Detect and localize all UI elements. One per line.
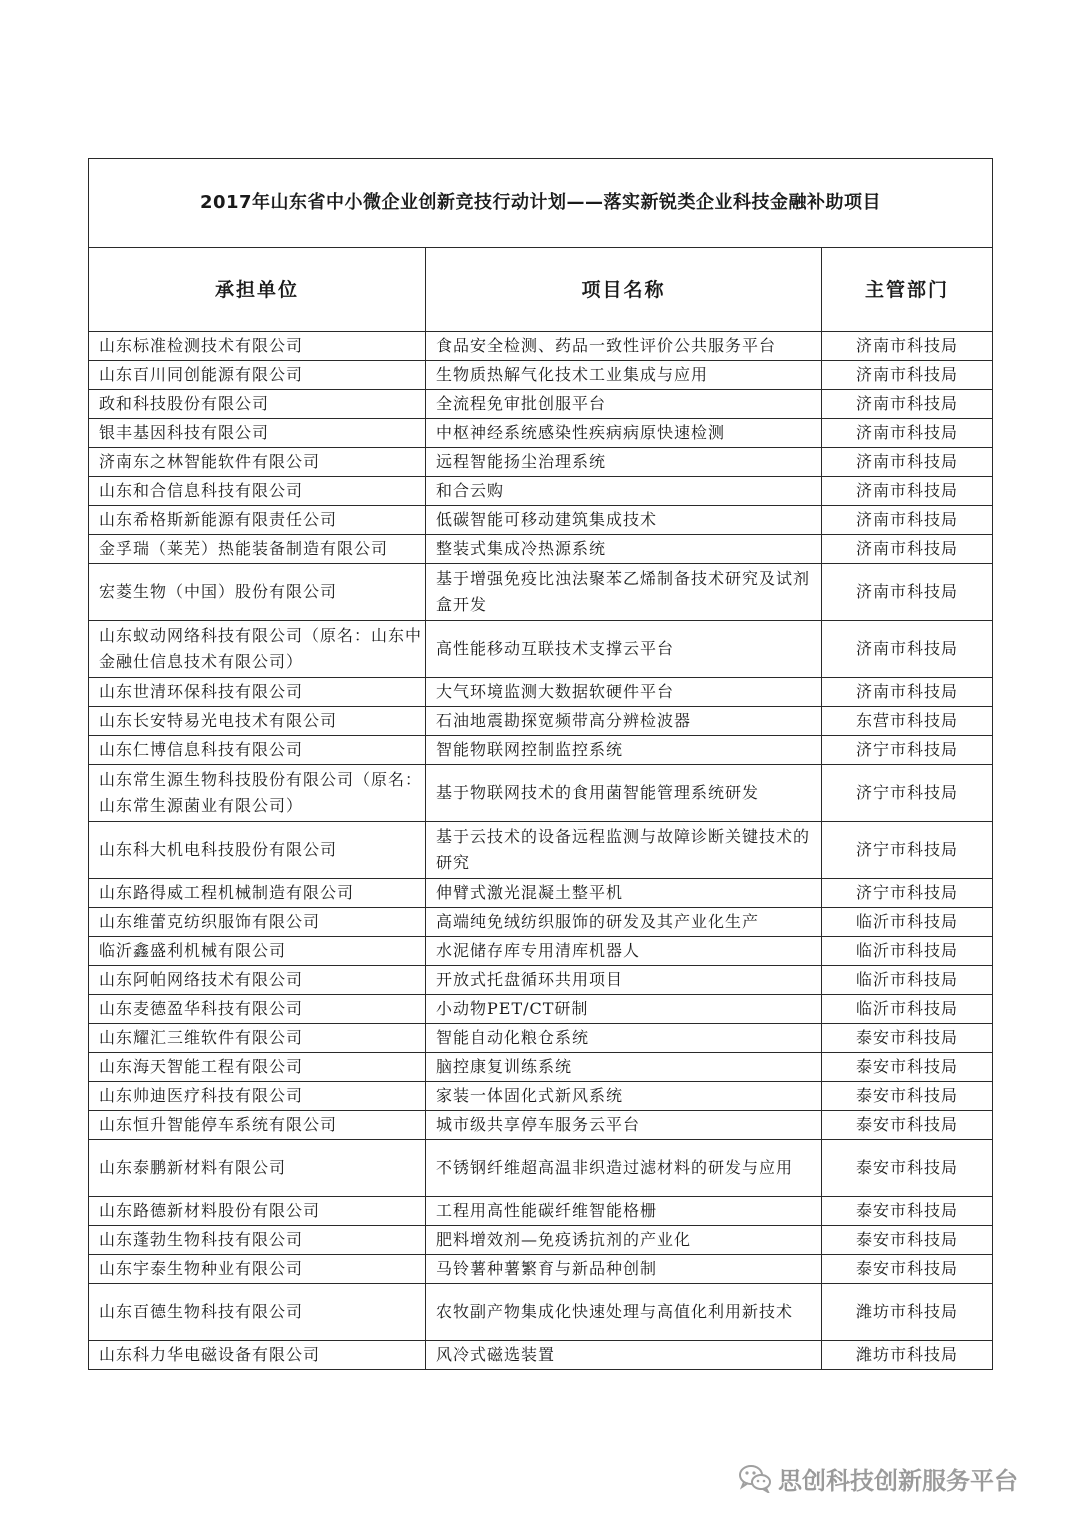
cell-dept: 济南市科技局 — [822, 678, 993, 707]
cell-dept: 潍坊市科技局 — [822, 1284, 993, 1341]
cell-project: 基于增强免疫比浊法聚苯乙烯制备技术研究及试剂盒开发 — [426, 564, 822, 621]
table-row — [89, 1255, 993, 1284]
table-row — [89, 332, 993, 361]
table-row — [89, 908, 993, 937]
table-row — [89, 1341, 993, 1370]
cell-dept: 临沂市科技局 — [822, 995, 993, 1024]
cell-unit: 山东百川同创能源有限公司 — [89, 361, 426, 390]
cell-project: 马铃薯种薯繁育与新品种创制 — [426, 1255, 822, 1284]
cell-project: 低碳智能可移动建筑集成技术 — [426, 506, 822, 535]
table-row — [89, 535, 993, 564]
cell-unit: 银丰基因科技有限公司 — [89, 419, 426, 448]
cell-dept: 济宁市科技局 — [822, 736, 993, 765]
cell-project: 中枢神经系统感染性疾病病原快速检测 — [426, 419, 822, 448]
watermark — [738, 1460, 1018, 1496]
cell-dept: 济南市科技局 — [822, 477, 993, 506]
cell-project: 不锈钢纤维超高温非织造过滤材料的研发与应用 — [426, 1140, 822, 1197]
cell-project: 工程用高性能碳纤维智能格栅 — [426, 1197, 822, 1226]
cell-unit: 山东耀汇三维软件有限公司 — [89, 1024, 426, 1053]
table-row — [89, 1082, 993, 1111]
cell-project: 和合云购 — [426, 477, 822, 506]
cell-dept: 济宁市科技局 — [822, 822, 993, 879]
cell-project: 家装一体固化式新风系统 — [426, 1082, 822, 1111]
cell-project: 石油地震勘探宽频带高分辨检波器 — [426, 707, 822, 736]
cell-unit: 济南东之林智能软件有限公司 — [89, 448, 426, 477]
cell-unit: 山东科力华电磁设备有限公司 — [89, 1341, 426, 1370]
table-row — [89, 419, 993, 448]
cell-project: 生物质热解气化技术工业集成与应用 — [426, 361, 822, 390]
cell-unit: 山东麦德盈华科技有限公司 — [89, 995, 426, 1024]
cell-project: 全流程免审批创服平台 — [426, 390, 822, 419]
cell-dept: 泰安市科技局 — [822, 1053, 993, 1082]
table-row — [89, 1226, 993, 1255]
cell-unit: 山东常生源生物科技股份有限公司（原名：山东常生源菌业有限公司） — [89, 765, 426, 822]
table-row — [89, 1140, 993, 1197]
cell-dept: 济宁市科技局 — [822, 765, 993, 822]
cell-dept: 济南市科技局 — [822, 564, 993, 621]
cell-dept: 济南市科技局 — [822, 535, 993, 564]
cell-project: 开放式托盘循环共用项目 — [426, 966, 822, 995]
cell-project: 肥料增效剂—免疫诱抗剂的产业化 — [426, 1226, 822, 1255]
table-row — [89, 1197, 993, 1226]
cell-project: 风冷式磁选装置 — [426, 1341, 822, 1370]
table-row — [89, 390, 993, 419]
cell-project: 小动物PET/CT研制 — [426, 995, 822, 1024]
cell-project: 基于云技术的设备远程监测与故障诊断关键技术的研究 — [426, 822, 822, 879]
cell-unit: 山东路德新材料股份有限公司 — [89, 1197, 426, 1226]
cell-unit: 山东科大机电科技股份有限公司 — [89, 822, 426, 879]
cell-dept: 临沂市科技局 — [822, 937, 993, 966]
table-row — [89, 736, 993, 765]
cell-project: 智能自动化粮仓系统 — [426, 1024, 822, 1053]
table-row — [89, 564, 993, 621]
table-row — [89, 707, 993, 736]
table-row — [89, 879, 993, 908]
cell-unit: 山东帅迪医疗科技有限公司 — [89, 1082, 426, 1111]
cell-project: 大气环境监测大数据软硬件平台 — [426, 678, 822, 707]
cell-project: 食品安全检测、药品一致性评价公共服务平台 — [426, 332, 822, 361]
cell-dept: 泰安市科技局 — [822, 1197, 993, 1226]
cell-unit: 山东长安特易光电技术有限公司 — [89, 707, 426, 736]
cell-dept: 济南市科技局 — [822, 506, 993, 535]
cell-dept: 济宁市科技局 — [822, 879, 993, 908]
table-row — [89, 995, 993, 1024]
cell-project: 整装式集成冷热源系统 — [426, 535, 822, 564]
cell-project: 高性能移动互联技术支撑云平台 — [426, 621, 822, 678]
cell-unit: 山东阿帕网络技术有限公司 — [89, 966, 426, 995]
cell-unit: 山东蓬勃生物科技有限公司 — [89, 1226, 426, 1255]
cell-dept: 济南市科技局 — [822, 361, 993, 390]
header-unit: 承担单位 — [89, 248, 426, 332]
header-dept: 主管部门 — [822, 248, 993, 332]
cell-project: 高端纯免绒纺织服饰的研发及其产业化生产 — [426, 908, 822, 937]
cell-project: 基于物联网技术的食用菌智能管理系统研发 — [426, 765, 822, 822]
table-row — [89, 1024, 993, 1053]
cell-unit: 山东和合信息科技有限公司 — [89, 477, 426, 506]
cell-dept: 泰安市科技局 — [822, 1024, 993, 1053]
cell-dept: 泰安市科技局 — [822, 1082, 993, 1111]
project-table — [88, 158, 993, 1370]
cell-dept: 济南市科技局 — [822, 332, 993, 361]
cell-unit: 山东标准检测技术有限公司 — [89, 332, 426, 361]
cell-dept: 济南市科技局 — [822, 448, 993, 477]
cell-unit: 山东泰鹏新材料有限公司 — [89, 1140, 426, 1197]
cell-project: 水泥储存库专用清库机器人 — [426, 937, 822, 966]
cell-unit: 宏菱生物（中国）股份有限公司 — [89, 564, 426, 621]
cell-dept: 济南市科技局 — [822, 419, 993, 448]
cell-unit: 山东仁博信息科技有限公司 — [89, 736, 426, 765]
table-row — [89, 506, 993, 535]
cell-dept: 泰安市科技局 — [822, 1140, 993, 1197]
table-row — [89, 477, 993, 506]
table-row — [89, 1111, 993, 1140]
cell-project: 农牧副产物集成化快速处理与高值化利用新技术 — [426, 1284, 822, 1341]
cell-unit: 金孚瑞（莱芜）热能装备制造有限公司 — [89, 535, 426, 564]
title-row — [89, 159, 993, 248]
header-project: 项目名称 — [426, 248, 822, 332]
table-row — [89, 621, 993, 678]
cell-unit: 临沂鑫盛利机械有限公司 — [89, 937, 426, 966]
cell-unit: 山东蚁动网络科技有限公司（原名：山东中金融仕信息技术有限公司） — [89, 621, 426, 678]
cell-dept: 临沂市科技局 — [822, 966, 993, 995]
table-row — [89, 448, 993, 477]
wechat-icon — [738, 1463, 772, 1493]
cell-unit: 山东海天智能工程有限公司 — [89, 1053, 426, 1082]
cell-dept: 东营市科技局 — [822, 707, 993, 736]
watermark-text: 思创科技创新服务平台 — [778, 1466, 1018, 1495]
cell-dept: 泰安市科技局 — [822, 1255, 993, 1284]
cell-unit: 山东希格斯新能源有限责任公司 — [89, 506, 426, 535]
cell-dept: 泰安市科技局 — [822, 1226, 993, 1255]
table-row — [89, 1284, 993, 1341]
cell-unit: 山东恒升智能停车系统有限公司 — [89, 1111, 426, 1140]
cell-project: 伸臂式激光混凝土整平机 — [426, 879, 822, 908]
cell-dept: 临沂市科技局 — [822, 908, 993, 937]
cell-dept: 潍坊市科技局 — [822, 1341, 993, 1370]
cell-unit: 山东宇泰生物种业有限公司 — [89, 1255, 426, 1284]
cell-project: 智能物联网控制监控系统 — [426, 736, 822, 765]
cell-unit: 山东世清环保科技有限公司 — [89, 678, 426, 707]
cell-dept: 济南市科技局 — [822, 621, 993, 678]
cell-unit: 政和科技股份有限公司 — [89, 390, 426, 419]
table-row — [89, 1053, 993, 1082]
cell-project: 脑控康复训练系统 — [426, 1053, 822, 1082]
cell-dept: 泰安市科技局 — [822, 1111, 993, 1140]
table-row — [89, 937, 993, 966]
table-row — [89, 822, 993, 879]
cell-unit: 山东维蕾克纺织服饰有限公司 — [89, 908, 426, 937]
cell-project: 城市级共享停车服务云平台 — [426, 1111, 822, 1140]
cell-unit: 山东路得威工程机械制造有限公司 — [89, 879, 426, 908]
table-row — [89, 765, 993, 822]
table-row — [89, 678, 993, 707]
cell-dept: 济南市科技局 — [822, 390, 993, 419]
cell-unit: 山东百德生物科技有限公司 — [89, 1284, 426, 1341]
header-row — [89, 248, 993, 332]
cell-project: 远程智能扬尘治理系统 — [426, 448, 822, 477]
table-row — [89, 966, 993, 995]
table-row — [89, 361, 993, 390]
document-title: 2017年山东省中小微企业创新竞技行动计划——落实新锐类企业科技金融补助项目 — [89, 159, 993, 248]
